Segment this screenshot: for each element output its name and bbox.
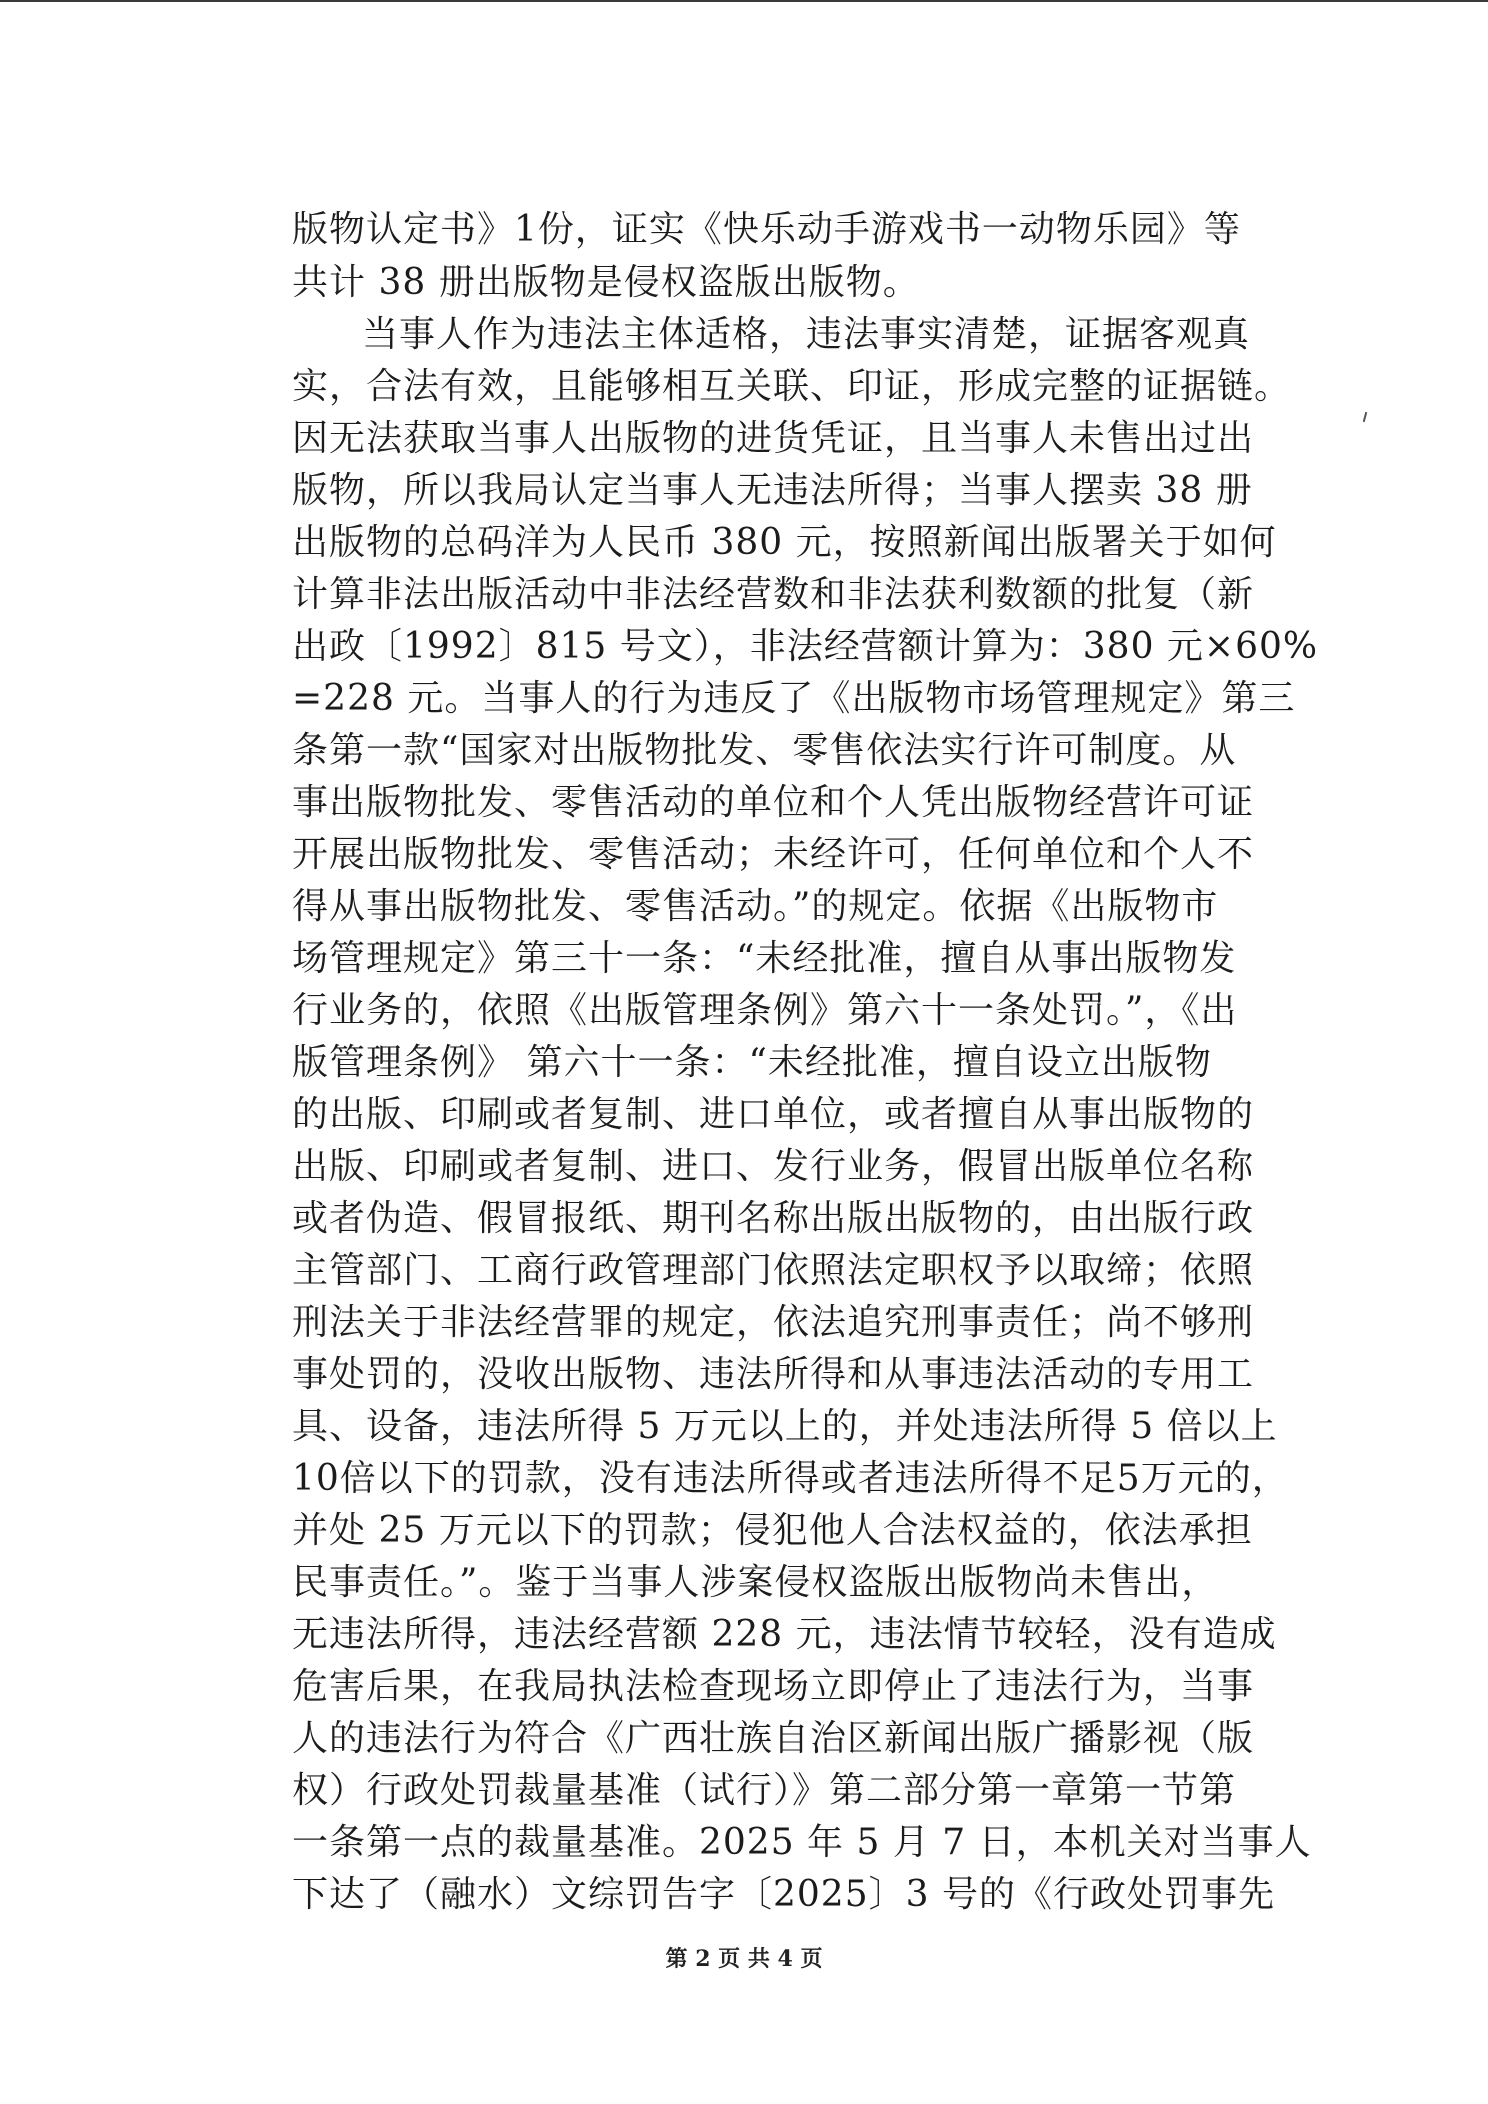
text-line: 并处 25 万元以下的罚款；侵犯他人合法权益的，依法承担 [292, 1510, 1253, 1551]
text-line: 版管理条例》 第六十一条：“未经批准，擅自设立出版物 [292, 1042, 1212, 1083]
text-line: 主管部门、工商行政管理部门依照法定职权予以取缔；依照 [292, 1250, 1255, 1291]
text-line: 场管理规定》第三十一条：“未经批准，擅自从事出版物发 [292, 938, 1237, 979]
text-line: 刑法关于非法经营罪的规定，依法追究刑事责任；尚不够刑 [292, 1302, 1255, 1343]
text-line: 共计 38 册出版物是侵权盗版出版物。 [292, 262, 920, 303]
text-line: 版物认定书》1份，证实《快乐动手游戏书一动物乐园》等 [292, 209, 1241, 250]
text-line: 开展出版物批发、零售活动；未经许可，任何单位和个人不 [292, 834, 1255, 875]
text-line: 权）行政处罚裁量基准（试行）》第二部分第一章第一节第 [292, 1770, 1237, 1811]
text-line: 因无法获取当事人出版物的进货凭证，且当事人未售出过出 [292, 418, 1255, 459]
text-line: 危害后果，在我局执法检查现场立即停止了违法行为，当事 [292, 1666, 1255, 1707]
text-line: 下达了（融水）文综罚告字〔2025〕3 号的《行政处罚事先 [292, 1874, 1275, 1915]
text-line: 人的违法行为符合《广西壮族自治区新闻出版广播影视（版 [292, 1718, 1255, 1759]
text-line: 的出版、印刷或者复制、进口单位，或者擅自从事出版物的 [292, 1094, 1255, 1135]
text-line: 得从事出版物批发、零售活动。”的规定。依据《出版物市 [292, 886, 1219, 927]
text-line: =228 元。当事人的行为违反了《出版物市场管理规定》第三 [292, 678, 1296, 719]
text-line: 出版物的总码洋为人民币 380 元，按照新闻出版署关于如何 [292, 522, 1277, 563]
text-line: 出版、印刷或者复制、进口、发行业务，假冒出版单位名称 [292, 1146, 1255, 1187]
text-line: 具、设备，违法所得 5 万元以上的，并处违法所得 5 倍以上 [292, 1406, 1278, 1447]
text-line: 实，合法有效，且能够相互关联、印证，形成完整的证据链。 [292, 366, 1292, 407]
text-line: 版物，所以我局认定当事人无违法所得；当事人摆卖 38 册 [292, 470, 1253, 511]
text-line: 事处罚的，没收出版物、违法所得和从事违法活动的专用工 [292, 1354, 1255, 1395]
paragraph-start-line: 当事人作为违法主体适格，违法事实清楚，证据客观真 [362, 314, 1251, 355]
text-line: 条第一款“国家对出版物批发、零售依法实行许可制度。从 [292, 730, 1237, 771]
page-number-footer: 第 2 页 共 4 页 [665, 1946, 823, 1972]
text-line: 行业务的，依照《出版管理条例》第六十一条处罚。”，《出 [292, 990, 1238, 1031]
text-line: 计算非法出版活动中非法经营数和非法获利数额的批复（新 [292, 574, 1255, 615]
text-line: 民事责任。”。鉴于当事人涉案侵权盗版出版物尚未售出， [292, 1562, 1219, 1603]
text-line: 或者伪造、假冒报纸、期刊名称出版出版物的，由出版行政 [292, 1198, 1255, 1239]
text-line: 无违法所得，违法经营额 228 元，违法情节较轻，没有造成 [292, 1614, 1277, 1655]
text-line: 出政〔1992〕815 号文），非法经营额计算为：380 元×60% [292, 626, 1319, 667]
text-line: 10倍以下的罚款，没有违法所得或者违法所得不足5万元的， [292, 1458, 1289, 1499]
text-line: 事出版物批发、零售活动的单位和个人凭出版物经营许可证 [292, 782, 1255, 823]
text-line: 一条第一点的裁量基准。2025 年 5 月 7 日，本机关对当事人 [292, 1822, 1312, 1863]
